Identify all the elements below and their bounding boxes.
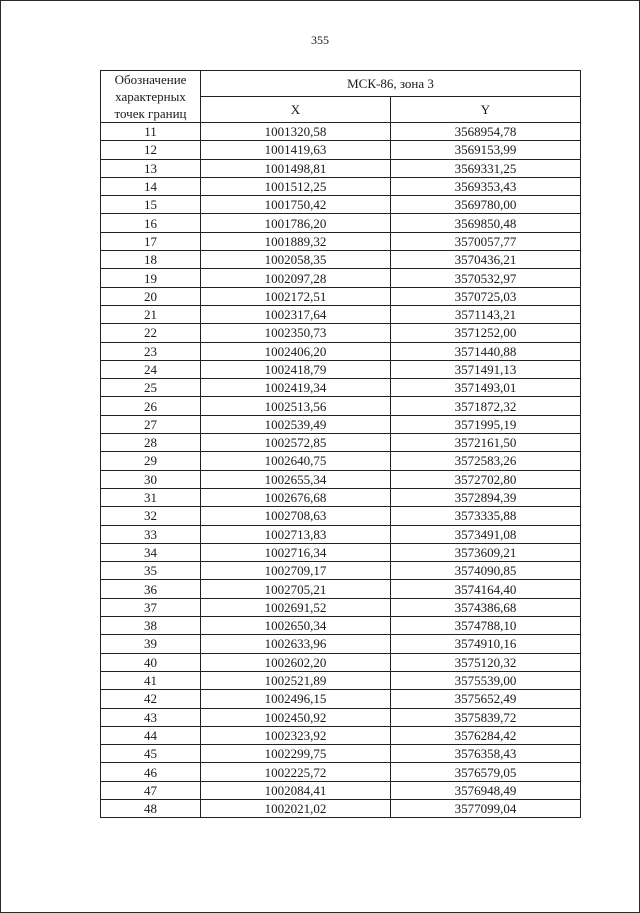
point-number-cell: 48 bbox=[101, 799, 201, 817]
x-coordinate-cell: 1002572,85 bbox=[201, 434, 391, 452]
x-coordinate-cell: 1002650,34 bbox=[201, 617, 391, 635]
point-designation-header: Обозначение характерных точек границ bbox=[101, 71, 201, 123]
table-row bbox=[101, 543, 581, 561]
x-coordinate-cell: 1002172,51 bbox=[201, 287, 391, 305]
table-row bbox=[101, 763, 581, 781]
point-number-cell: 14 bbox=[101, 177, 201, 195]
table-row bbox=[101, 488, 581, 506]
point-number-cell: 35 bbox=[101, 562, 201, 580]
y-coordinate-cell: 3569353,43 bbox=[391, 177, 581, 195]
point-number-cell: 31 bbox=[101, 488, 201, 506]
table-row bbox=[101, 269, 581, 287]
point-number-cell: 47 bbox=[101, 781, 201, 799]
y-coordinate-cell: 3570057,77 bbox=[391, 232, 581, 250]
x-coordinate-cell: 1002513,56 bbox=[201, 397, 391, 415]
y-coordinate-cell: 3574386,68 bbox=[391, 598, 581, 616]
x-coordinate-cell: 1001889,32 bbox=[201, 232, 391, 250]
y-coordinate-cell: 3569780,00 bbox=[391, 196, 581, 214]
x-coordinate-cell: 1002406,20 bbox=[201, 342, 391, 360]
y-coordinate-cell: 3571995,19 bbox=[391, 415, 581, 433]
y-coordinate-cell: 3573609,21 bbox=[391, 543, 581, 561]
point-number-cell: 44 bbox=[101, 726, 201, 744]
x-column-header: X bbox=[201, 97, 391, 123]
table-row bbox=[101, 415, 581, 433]
point-number-cell: 19 bbox=[101, 269, 201, 287]
table-row bbox=[101, 525, 581, 543]
x-coordinate-cell: 1002640,75 bbox=[201, 452, 391, 470]
point-number-cell: 45 bbox=[101, 745, 201, 763]
x-coordinate-cell: 1002691,52 bbox=[201, 598, 391, 616]
table-row bbox=[101, 653, 581, 671]
x-coordinate-cell: 1002713,83 bbox=[201, 525, 391, 543]
table-row bbox=[101, 397, 581, 415]
x-coordinate-cell: 1002705,21 bbox=[201, 580, 391, 598]
x-coordinate-cell: 1002058,35 bbox=[201, 251, 391, 269]
x-coordinate-cell: 1002655,34 bbox=[201, 470, 391, 488]
x-coordinate-cell: 1002418,79 bbox=[201, 360, 391, 378]
y-coordinate-cell: 3573491,08 bbox=[391, 525, 581, 543]
y-coordinate-cell: 3570532,97 bbox=[391, 269, 581, 287]
point-number-cell: 32 bbox=[101, 507, 201, 525]
table-row bbox=[101, 562, 581, 580]
table-row bbox=[101, 360, 581, 378]
y-coordinate-cell: 3571872,32 bbox=[391, 397, 581, 415]
x-coordinate-cell: 1002709,17 bbox=[201, 562, 391, 580]
point-number-cell: 34 bbox=[101, 543, 201, 561]
table-row bbox=[101, 434, 581, 452]
table-row bbox=[101, 580, 581, 598]
point-number-cell: 42 bbox=[101, 690, 201, 708]
y-coordinate-cell: 3577099,04 bbox=[391, 799, 581, 817]
x-coordinate-cell: 1002299,75 bbox=[201, 745, 391, 763]
x-coordinate-cell: 1002450,92 bbox=[201, 708, 391, 726]
x-coordinate-cell: 1002539,49 bbox=[201, 415, 391, 433]
coordinate-system-header: МСК-86, зона 3 bbox=[201, 71, 581, 97]
x-coordinate-cell: 1001498,81 bbox=[201, 159, 391, 177]
table-row bbox=[101, 141, 581, 159]
y-column-header: Y bbox=[391, 97, 581, 123]
table-row bbox=[101, 507, 581, 525]
point-number-cell: 20 bbox=[101, 287, 201, 305]
table-row bbox=[101, 799, 581, 817]
x-coordinate-cell: 1002350,73 bbox=[201, 324, 391, 342]
point-number-cell: 29 bbox=[101, 452, 201, 470]
table-row bbox=[101, 635, 581, 653]
y-coordinate-cell: 3571252,00 bbox=[391, 324, 581, 342]
y-coordinate-cell: 3574788,10 bbox=[391, 617, 581, 635]
x-coordinate-cell: 1002496,15 bbox=[201, 690, 391, 708]
table-row bbox=[101, 177, 581, 195]
coordinates-table bbox=[100, 70, 581, 818]
table-row bbox=[101, 324, 581, 342]
point-number-cell: 41 bbox=[101, 671, 201, 689]
table-row bbox=[101, 159, 581, 177]
point-number-cell: 16 bbox=[101, 214, 201, 232]
table-row bbox=[101, 232, 581, 250]
table-row bbox=[101, 452, 581, 470]
point-number-cell: 46 bbox=[101, 763, 201, 781]
y-coordinate-cell: 3572894,39 bbox=[391, 488, 581, 506]
table-row bbox=[101, 287, 581, 305]
table-row bbox=[101, 726, 581, 744]
point-number-cell: 24 bbox=[101, 360, 201, 378]
y-coordinate-cell: 3570725,03 bbox=[391, 287, 581, 305]
point-number-cell: 21 bbox=[101, 305, 201, 323]
y-coordinate-cell: 3571143,21 bbox=[391, 305, 581, 323]
x-coordinate-cell: 1002097,28 bbox=[201, 269, 391, 287]
table-row bbox=[101, 598, 581, 616]
page-number: 355 bbox=[311, 33, 329, 47]
y-coordinate-cell: 3576358,43 bbox=[391, 745, 581, 763]
table-row bbox=[101, 342, 581, 360]
y-coordinate-cell: 3572702,80 bbox=[391, 470, 581, 488]
point-number-cell: 15 bbox=[101, 196, 201, 214]
y-coordinate-cell: 3572161,50 bbox=[391, 434, 581, 452]
x-coordinate-cell: 1002676,68 bbox=[201, 488, 391, 506]
point-number-cell: 13 bbox=[101, 159, 201, 177]
y-coordinate-cell: 3569331,25 bbox=[391, 159, 581, 177]
table-row bbox=[101, 214, 581, 232]
x-coordinate-cell: 1002317,64 bbox=[201, 305, 391, 323]
y-coordinate-cell: 3575539,00 bbox=[391, 671, 581, 689]
point-number-cell: 25 bbox=[101, 379, 201, 397]
point-number-cell: 28 bbox=[101, 434, 201, 452]
y-coordinate-cell: 3571491,13 bbox=[391, 360, 581, 378]
table-row bbox=[101, 123, 581, 141]
point-number-cell: 11 bbox=[101, 123, 201, 141]
y-coordinate-cell: 3574910,16 bbox=[391, 635, 581, 653]
table-row bbox=[101, 708, 581, 726]
x-coordinate-cell: 1001512,25 bbox=[201, 177, 391, 195]
point-number-cell: 22 bbox=[101, 324, 201, 342]
x-coordinate-cell: 1001419,63 bbox=[201, 141, 391, 159]
y-coordinate-cell: 3575652,49 bbox=[391, 690, 581, 708]
table-row bbox=[101, 470, 581, 488]
y-coordinate-cell: 3574090,85 bbox=[391, 562, 581, 580]
point-number-cell: 30 bbox=[101, 470, 201, 488]
point-number-cell: 27 bbox=[101, 415, 201, 433]
y-coordinate-cell: 3575839,72 bbox=[391, 708, 581, 726]
table-row bbox=[101, 379, 581, 397]
point-number-cell: 43 bbox=[101, 708, 201, 726]
table-row bbox=[101, 617, 581, 635]
x-coordinate-cell: 1002633,96 bbox=[201, 635, 391, 653]
y-coordinate-cell: 3571440,88 bbox=[391, 342, 581, 360]
table-body bbox=[101, 123, 581, 818]
x-coordinate-cell: 1002521,89 bbox=[201, 671, 391, 689]
point-number-cell: 39 bbox=[101, 635, 201, 653]
point-number-cell: 37 bbox=[101, 598, 201, 616]
table-row bbox=[101, 305, 581, 323]
point-number-cell: 26 bbox=[101, 397, 201, 415]
x-coordinate-cell: 1002225,72 bbox=[201, 763, 391, 781]
y-coordinate-cell: 3576579,05 bbox=[391, 763, 581, 781]
point-number-cell: 12 bbox=[101, 141, 201, 159]
table-row bbox=[101, 745, 581, 763]
y-coordinate-cell: 3571493,01 bbox=[391, 379, 581, 397]
table-row bbox=[101, 196, 581, 214]
x-coordinate-cell: 1001320,58 bbox=[201, 123, 391, 141]
point-number-cell: 36 bbox=[101, 580, 201, 598]
y-coordinate-cell: 3576948,49 bbox=[391, 781, 581, 799]
x-coordinate-cell: 1002602,20 bbox=[201, 653, 391, 671]
x-coordinate-cell: 1002708,63 bbox=[201, 507, 391, 525]
table-row bbox=[101, 251, 581, 269]
table-row bbox=[101, 671, 581, 689]
y-coordinate-cell: 3576284,42 bbox=[391, 726, 581, 744]
y-coordinate-cell: 3569153,99 bbox=[391, 141, 581, 159]
point-number-cell: 38 bbox=[101, 617, 201, 635]
y-coordinate-cell: 3568954,78 bbox=[391, 123, 581, 141]
point-number-cell: 18 bbox=[101, 251, 201, 269]
point-number-cell: 23 bbox=[101, 342, 201, 360]
x-coordinate-cell: 1002084,41 bbox=[201, 781, 391, 799]
point-number-cell: 17 bbox=[101, 232, 201, 250]
y-coordinate-cell: 3574164,40 bbox=[391, 580, 581, 598]
table-row bbox=[101, 690, 581, 708]
x-coordinate-cell: 1002021,02 bbox=[201, 799, 391, 817]
point-number-cell: 33 bbox=[101, 525, 201, 543]
x-coordinate-cell: 1001750,42 bbox=[201, 196, 391, 214]
x-coordinate-cell: 1002323,92 bbox=[201, 726, 391, 744]
y-coordinate-cell: 3572583,26 bbox=[391, 452, 581, 470]
y-coordinate-cell: 3575120,32 bbox=[391, 653, 581, 671]
y-coordinate-cell: 3573335,88 bbox=[391, 507, 581, 525]
y-coordinate-cell: 3569850,48 bbox=[391, 214, 581, 232]
x-coordinate-cell: 1002716,34 bbox=[201, 543, 391, 561]
x-coordinate-cell: 1001786,20 bbox=[201, 214, 391, 232]
point-number-cell: 40 bbox=[101, 653, 201, 671]
table-row bbox=[101, 781, 581, 799]
x-coordinate-cell: 1002419,34 bbox=[201, 379, 391, 397]
y-coordinate-cell: 3570436,21 bbox=[391, 251, 581, 269]
